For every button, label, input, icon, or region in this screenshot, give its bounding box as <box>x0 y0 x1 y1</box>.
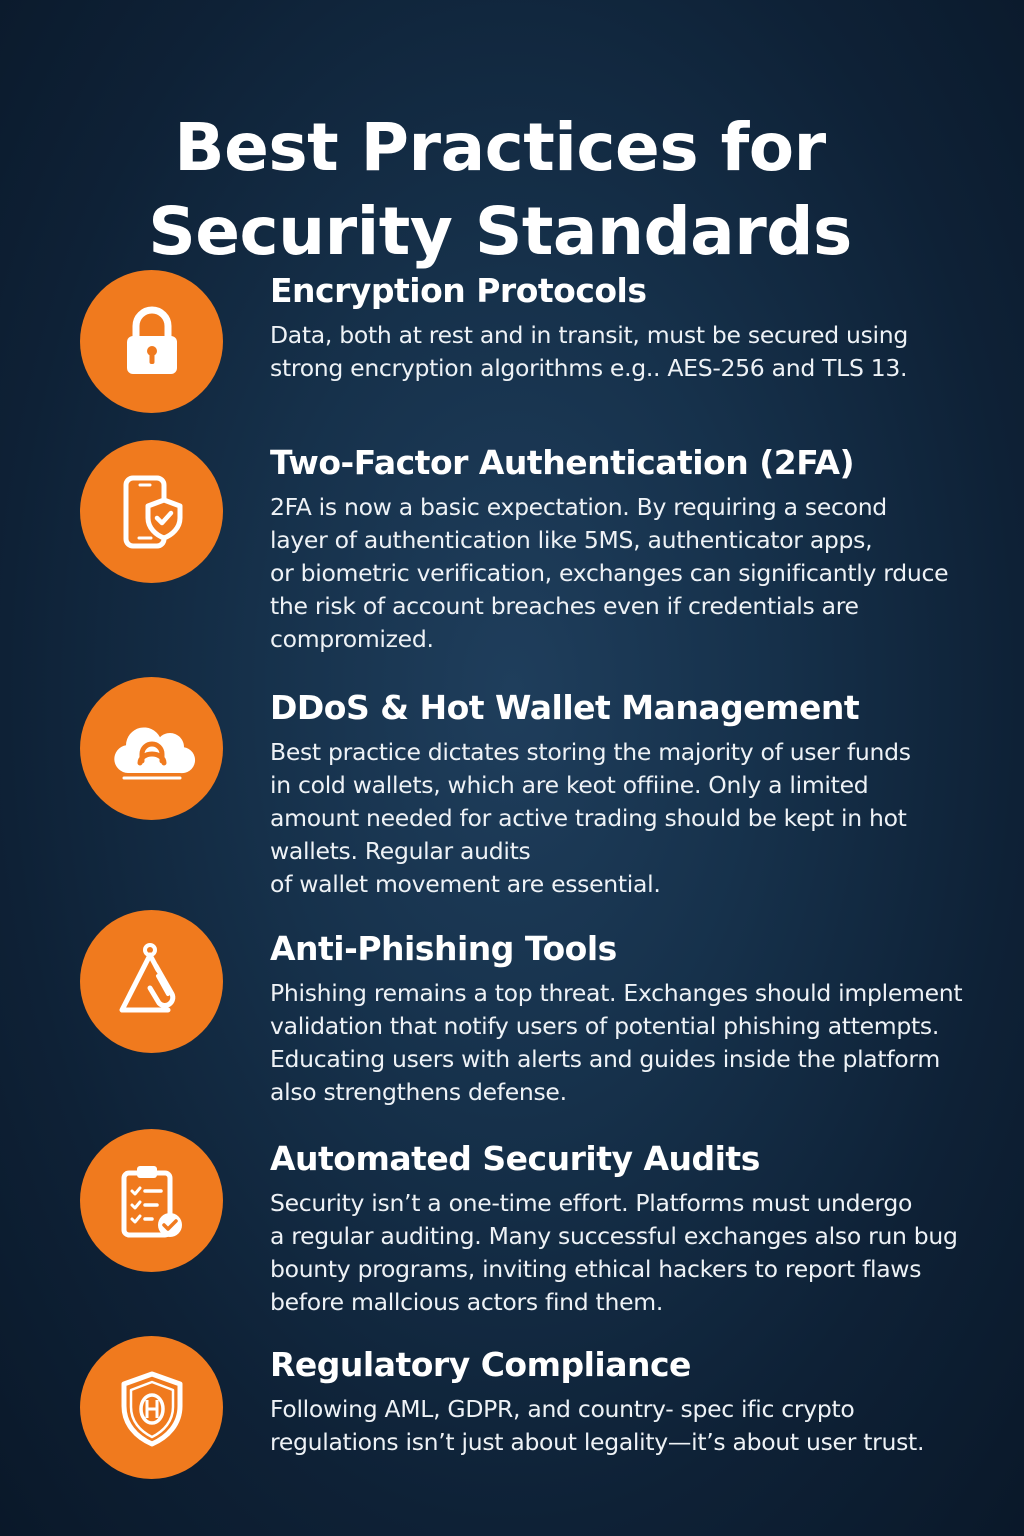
phone-shield-icon <box>106 466 198 558</box>
description-line: in cold wallets, which are keot offiine. Only a limited <box>270 771 869 799</box>
practice-heading: Encryption Protocols <box>270 271 647 310</box>
phishing-hook-icon <box>106 936 198 1028</box>
practice-description <box>270 1393 960 1459</box>
practice-description <box>270 319 960 385</box>
description-line: strong encryption algorithms e.g.. AES-256 and TLS 13. <box>270 354 908 382</box>
cloud-lock-icon <box>106 703 198 795</box>
practice-description <box>270 1187 960 1319</box>
phishing-hook-icon-circle <box>80 910 223 1053</box>
practice-heading: Regulatory Compliance <box>270 1345 691 1384</box>
description-line: also strengthens defense. <box>270 1078 567 1106</box>
description-line: Following AML, GDPR, and country- spec ific crypto <box>270 1395 855 1423</box>
description-line: compromized. <box>270 625 434 653</box>
practice-description <box>270 491 960 656</box>
page-title-line-2: Security Standards <box>148 193 852 271</box>
description-line: validation that notify users of potential phishing attempts. <box>270 1012 940 1040</box>
phone-shield-icon-circle <box>80 440 223 583</box>
description-line: wallets. Regular audits <box>270 837 531 865</box>
description-line: amount needed for active trading should be kept in hot <box>270 804 907 832</box>
page-title <box>0 106 1000 274</box>
clipboard-check-icon <box>106 1155 198 1247</box>
description-line: regulations isn’t just about legality—it’s about user trust. <box>270 1428 925 1456</box>
shield-icon-circle <box>80 1336 223 1479</box>
page-title-line-1: Best Practices for <box>174 109 826 187</box>
practice-heading: Anti-Phishing Tools <box>270 929 617 968</box>
description-line: Phishing remains a top threat. Exchanges should implement <box>270 979 963 1007</box>
shield-icon <box>106 1362 198 1454</box>
description-line: Data, both at rest and in transit, must be secured using <box>270 321 908 349</box>
cloud-lock-icon-circle <box>80 677 223 820</box>
description-line: the risk of account breaches even if credentials are <box>270 592 859 620</box>
description-line: 2FA is now a basic expectation. By requiring a second <box>270 493 887 521</box>
description-line: a regular auditing. Many successful exchanges also run bug <box>270 1222 958 1250</box>
practice-heading: Automated Security Audits <box>270 1139 760 1178</box>
clipboard-check-icon-circle <box>80 1129 223 1272</box>
practice-heading: Two-Factor Authentication (2FA) <box>270 443 855 482</box>
practice-description <box>270 977 963 1109</box>
description-line: layer of authentication like 5MS, authenticator apps, <box>270 526 873 554</box>
description-line: Security isn’t a one-time effort. Platforms must undergo <box>270 1189 913 1217</box>
description-line: Best practice dictates storing the majority of user funds <box>270 738 911 766</box>
practice-description <box>270 736 960 901</box>
description-line: Educating users with alerts and guides inside the platform <box>270 1045 940 1073</box>
description-line: bounty programs, inviting ethical hackers to report flaws <box>270 1255 922 1283</box>
padlock-icon <box>106 296 198 388</box>
description-line: of wallet movement are essential. <box>270 870 661 898</box>
practice-heading: DDoS & Hot Wallet Management <box>270 688 860 727</box>
padlock-icon-circle <box>80 270 223 413</box>
description-line: before mallcious actors find them. <box>270 1288 663 1316</box>
description-line: or biometric verification, exchanges can significantly rduce <box>270 559 949 587</box>
